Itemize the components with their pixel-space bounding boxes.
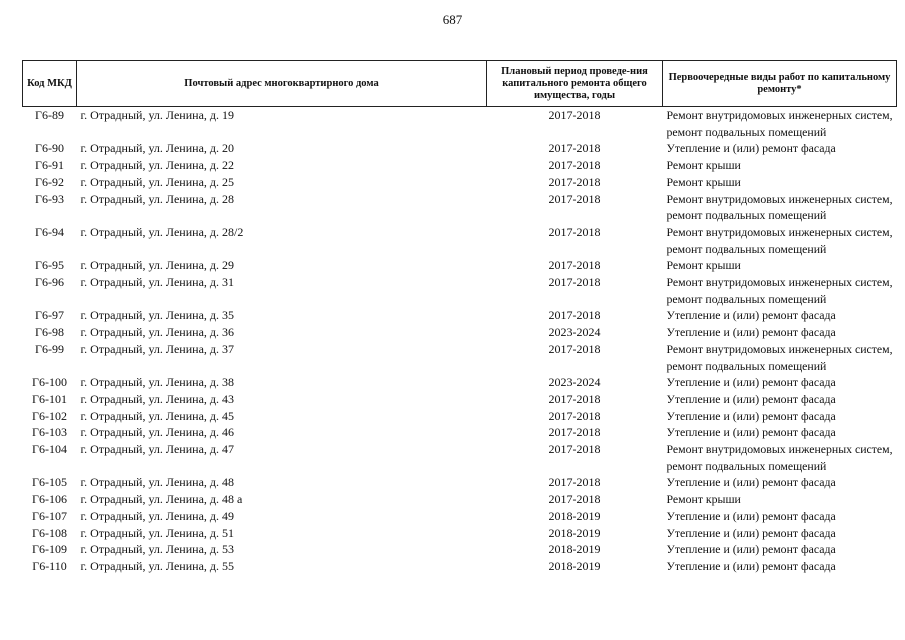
cell-works: Утепление и (или) ремонт фасада xyxy=(666,408,836,423)
cell-period: 2017-2018 xyxy=(548,191,601,206)
cell-address: г. Отрадный, ул. Ленина, д. 20 xyxy=(80,141,235,156)
table-row xyxy=(23,157,897,174)
capital-repair-table xyxy=(22,60,897,575)
cell-code: Г6-105 xyxy=(32,475,67,490)
cell-period: 2017-2018 xyxy=(548,158,601,173)
cell-period: 2018-2019 xyxy=(548,525,601,540)
cell-address: г. Отрадный, ул. Ленина, д. 51 xyxy=(80,525,235,540)
table-header xyxy=(23,61,897,107)
table-row xyxy=(23,491,897,508)
cell-works: Ремонт крыши xyxy=(666,258,741,273)
cell-period: 2017-2018 xyxy=(548,475,601,490)
table-row xyxy=(23,374,897,391)
cell-works: Утепление и (или) ремонт фасада xyxy=(666,375,836,390)
cell-code: Г6-100 xyxy=(32,375,67,390)
cell-period: 2017-2018 xyxy=(548,141,601,156)
cell-works: Утепление и (или) ремонт фасада xyxy=(666,508,836,523)
cell-address: г. Отрадный, ул. Ленина, д. 46 xyxy=(80,425,235,440)
cell-code: Г6-99 xyxy=(35,341,64,356)
table-row xyxy=(23,474,897,491)
table-row xyxy=(23,408,897,425)
cell-works: Ремонт внутридомовых инженерных систем, ремонт подвальных помещений xyxy=(666,224,893,256)
table-row xyxy=(23,525,897,542)
table-row xyxy=(23,174,897,191)
table-row xyxy=(23,307,897,324)
cell-address: г. Отрадный, ул. Ленина, д. 38 xyxy=(80,375,235,390)
cell-address: г. Отрадный, ул. Ленина, д. 55 xyxy=(80,558,235,573)
cell-address: г. Отрадный, ул. Ленина, д. 19 xyxy=(80,108,235,122)
cell-code: Г6-106 xyxy=(32,492,67,507)
table-row xyxy=(23,191,897,224)
cell-works: Утепление и (или) ремонт фасада xyxy=(666,525,836,540)
cell-code: Г6-108 xyxy=(32,525,67,540)
cell-code: Г6-103 xyxy=(32,425,67,440)
cell-works: Ремонт внутридомовых инженерных систем, ремонт подвальных помещений xyxy=(666,108,893,139)
cell-code: Г6-109 xyxy=(32,542,67,557)
cell-address: г. Отрадный, ул. Ленина, д. 36 xyxy=(80,325,235,340)
cell-code: Г6-97 xyxy=(35,308,64,323)
cell-address: г. Отрадный, ул. Ленина, д. 43 xyxy=(80,391,235,406)
cell-code: Г6-102 xyxy=(32,408,67,423)
cell-period: 2017-2018 xyxy=(548,108,601,122)
cell-period: 2017-2018 xyxy=(548,391,601,406)
cell-address: г. Отрадный, ул. Ленина, д. 29 xyxy=(80,258,235,273)
cell-code: Г6-98 xyxy=(35,325,64,340)
header-address: Почтовый адрес многоквартирного дома xyxy=(77,61,487,107)
cell-code: Г6-104 xyxy=(32,442,67,457)
cell-works: Утепление и (или) ремонт фасада xyxy=(666,325,836,340)
cell-works: Утепление и (или) ремонт фасада xyxy=(666,308,836,323)
cell-works: Ремонт крыши xyxy=(666,158,741,173)
table-row xyxy=(23,341,897,374)
cell-period: 2017-2018 xyxy=(548,442,601,457)
cell-period: 2017-2018 xyxy=(548,492,601,507)
cell-address: г. Отрадный, ул. Ленина, д. 28 xyxy=(80,191,235,206)
cell-address: г. Отрадный, ул. Ленина, д. 49 xyxy=(80,508,235,523)
cell-address: г. Отрадный, ул. Ленина, д. 45 xyxy=(80,408,235,423)
cell-works: Ремонт внутридомовых инженерных систем, ремонт подвальных помещений xyxy=(666,341,893,373)
header-period: Плановый период проведе-ния капитального ремонта общего имущества, годы xyxy=(487,61,663,107)
cell-period: 2018-2019 xyxy=(548,542,601,557)
cell-code: Г6-90 xyxy=(35,141,64,156)
cell-address: г. Отрадный, ул. Ленина, д. 48 xyxy=(80,475,235,490)
cell-works: Утепление и (или) ремонт фасада xyxy=(666,558,836,573)
table-row xyxy=(23,324,897,341)
cell-code: Г6-91 xyxy=(35,158,64,173)
cell-code: Г6-89 xyxy=(35,108,64,122)
cell-period: 2023-2024 xyxy=(548,375,601,390)
cell-works: Утепление и (или) ремонт фасада xyxy=(666,391,836,406)
cell-code: Г6-107 xyxy=(32,508,67,523)
cell-period: 2017-2018 xyxy=(548,308,601,323)
table-body xyxy=(23,107,897,575)
cell-period: 2017-2018 xyxy=(548,408,601,423)
table-row xyxy=(23,508,897,525)
cell-period: 2023-2024 xyxy=(548,325,601,340)
cell-works: Ремонт крыши xyxy=(666,492,741,507)
cell-address: г. Отрадный, ул. Ленина, д. 25 xyxy=(80,174,235,189)
cell-works: Утепление и (или) ремонт фасада xyxy=(666,542,836,557)
cell-works: Ремонт внутридомовых инженерных систем, ремонт подвальных помещений xyxy=(666,275,893,306)
table-row xyxy=(23,541,897,558)
table-row xyxy=(23,274,897,307)
cell-period: 2017-2018 xyxy=(548,275,601,290)
cell-address: г. Отрадный, ул. Ленина, д. 48 а xyxy=(80,492,243,507)
table-row xyxy=(23,107,897,141)
page-number: 687 xyxy=(442,12,463,27)
cell-period: 2017-2018 xyxy=(548,341,601,356)
cell-code: Г6-101 xyxy=(32,391,67,406)
cell-code: Г6-93 xyxy=(35,191,64,206)
cell-address: г. Отрадный, ул. Ленина, д. 47 xyxy=(80,442,235,457)
table-row xyxy=(23,391,897,408)
cell-address: г. Отрадный, ул. Ленина, д. 31 xyxy=(80,275,235,290)
cell-code: Г6-96 xyxy=(35,275,64,290)
cell-code: Г6-95 xyxy=(35,258,64,273)
table-row xyxy=(23,224,897,257)
cell-code: Г6-94 xyxy=(35,224,64,239)
header-code: Код МКД xyxy=(23,61,77,107)
cell-works: Утепление и (или) ремонт фасада xyxy=(666,141,836,156)
cell-code: Г6-110 xyxy=(32,558,67,573)
cell-code: Г6-92 xyxy=(35,174,64,189)
cell-address: г. Отрадный, ул. Ленина, д. 22 xyxy=(80,158,235,173)
cell-period: 2017-2018 xyxy=(548,258,601,273)
table-row xyxy=(23,140,897,157)
cell-works: Утепление и (или) ремонт фасада xyxy=(666,475,836,490)
header-works: Первоочередные виды работ по капитальному ремонту* xyxy=(663,61,897,107)
table-row xyxy=(23,558,897,575)
cell-address: г. Отрадный, ул. Ленина, д. 35 xyxy=(80,308,235,323)
cell-period: 2018-2019 xyxy=(548,558,601,573)
table-row xyxy=(23,441,897,474)
cell-works: Ремонт крыши xyxy=(666,174,741,189)
cell-address: г. Отрадный, ул. Ленина, д. 28/2 xyxy=(80,224,244,239)
cell-address: г. Отрадный, ул. Ленина, д. 37 xyxy=(80,341,235,356)
cell-period: 2017-2018 xyxy=(548,425,601,440)
cell-period: 2017-2018 xyxy=(548,224,601,239)
cell-works: Ремонт внутридомовых инженерных систем, ремонт подвальных помещений xyxy=(666,191,893,223)
cell-address: г. Отрадный, ул. Ленина, д. 53 xyxy=(80,542,235,557)
cell-works: Утепление и (или) ремонт фасада xyxy=(666,425,836,440)
table-row xyxy=(23,424,897,441)
cell-period: 2018-2019 xyxy=(548,508,601,523)
table-row xyxy=(23,257,897,274)
cell-works: Ремонт внутридомовых инженерных систем, ремонт подвальных помещений xyxy=(666,442,893,473)
cell-period: 2017-2018 xyxy=(548,174,601,189)
